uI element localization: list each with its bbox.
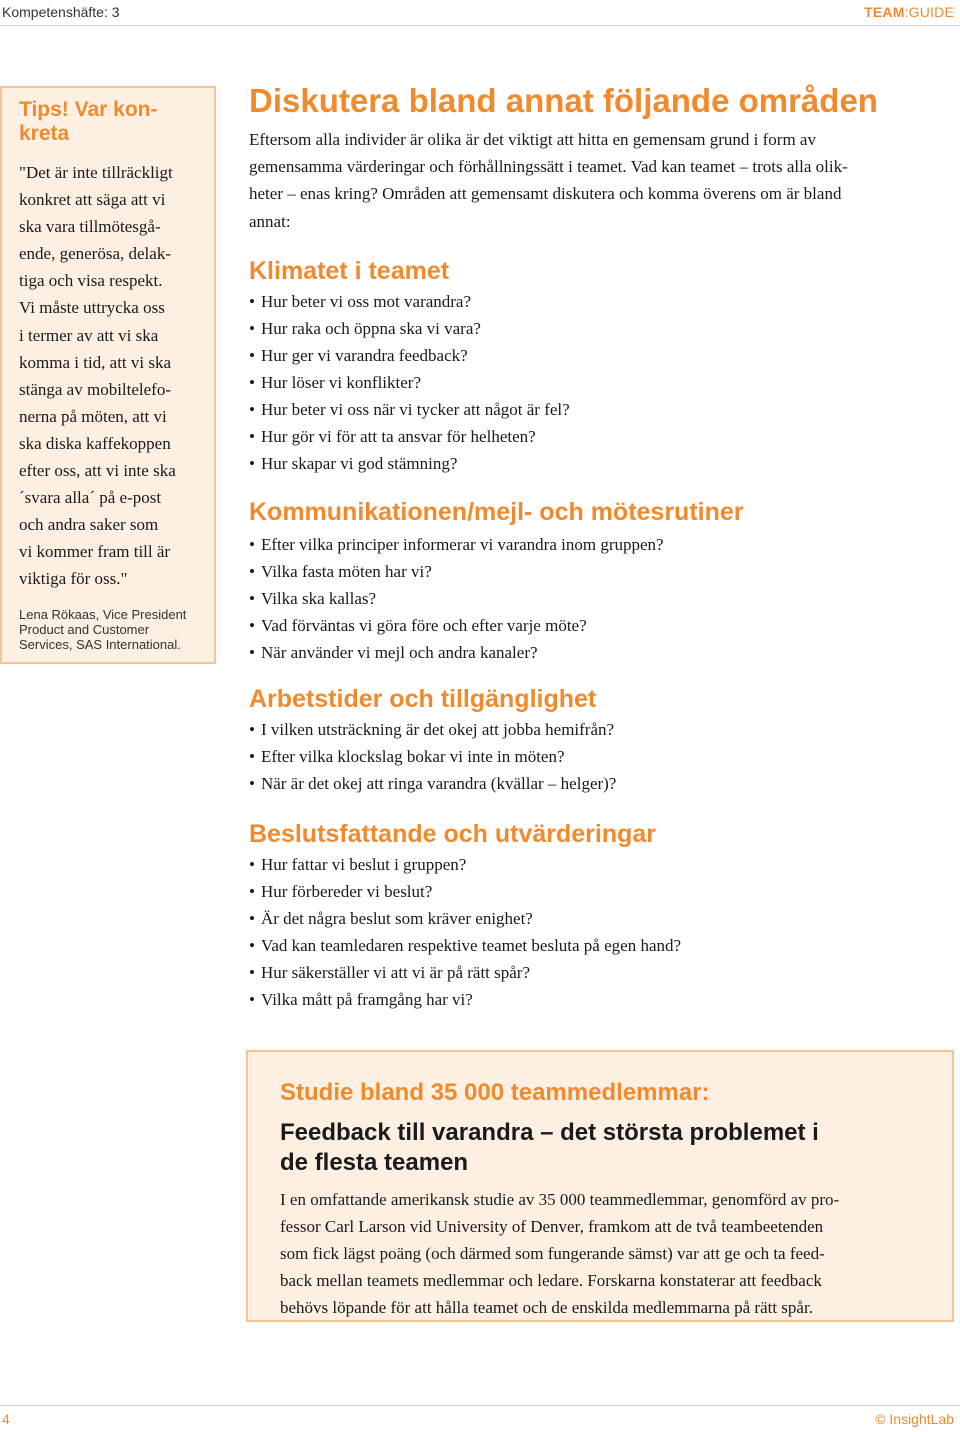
list-item: • Hur löser vi konflikter? xyxy=(249,369,955,396)
list-item: • När använder vi mejl och andra kanaler? xyxy=(249,639,955,666)
study-subtitle-line: de flesta teamen xyxy=(280,1149,469,1176)
section-heading: Beslutsfattande och utvärderingar xyxy=(249,819,657,848)
list-item: • Hur skapar vi god stämning? xyxy=(249,450,955,477)
list-item: • Hur gör vi för att ta ansvar för helheten? xyxy=(249,423,955,450)
study-body-line: behövs löpande för att hålla teamet och de enskilda medlemmarna på rätt spår. xyxy=(280,1298,813,1317)
quote-line: viktiga för oss." xyxy=(19,569,128,589)
quote-line: "Det är inte tillräckligt xyxy=(19,163,173,182)
section-heading: Klimatet i teamet xyxy=(249,256,450,285)
list-item: • Vad förväntas vi göra före och efter varje möte? xyxy=(249,612,955,639)
quote-line: komma i tid, att vi ska xyxy=(19,352,172,372)
footer-divider xyxy=(0,1405,960,1406)
quote-line: ska diska kaffekoppen xyxy=(19,433,171,453)
list-item: • När är det okej att ringa varandra (kvällar – helger)? xyxy=(249,770,955,797)
quote-line: efter oss, att vi inte ska xyxy=(19,461,176,481)
quote-line: ende, generösa, delak- xyxy=(19,244,171,264)
quote-author xyxy=(19,607,202,652)
tips-box xyxy=(0,86,216,664)
quote-line: tiga och visa respekt. xyxy=(19,271,163,291)
quote-line: stänga av mobiltelefo- xyxy=(19,379,172,399)
study-body-line: fessor Carl Larson vid University of Denver, framkom att de två teambeetenden xyxy=(280,1217,824,1236)
section-arbetstider xyxy=(249,684,955,797)
list-item: • Hur beter vi oss mot varandra? xyxy=(249,288,955,315)
list-item: • Vad kan teamledaren respektive teamet besluta på egen hand? xyxy=(249,932,955,959)
section-list xyxy=(249,531,955,666)
author-line: Lena Rökaas, Vice President xyxy=(19,606,187,622)
quote-line: ´svara alla´ på e-post xyxy=(19,488,162,508)
study-body-line: back mellan teamets medlemmar och ledare. Forskarna konstaterar att feedback xyxy=(280,1271,822,1290)
list-item: • Hur fattar vi beslut i gruppen? xyxy=(249,851,955,878)
header-section-label: Kompetenshäfte: 3 xyxy=(2,4,120,20)
quote-line: Vi måste uttrycka oss xyxy=(19,298,165,318)
study-body xyxy=(280,1186,932,1321)
author-line: Product and Customer xyxy=(19,621,150,637)
header-brand-rest: :GUIDE xyxy=(904,4,954,20)
study-body-line: I en omfattande amerikansk studie av 35 000 teammedlemmar, genomförd av pro- xyxy=(280,1190,840,1209)
list-item: • Vilka mått på framgång har vi? xyxy=(249,986,955,1013)
list-item: • Efter vilka principer informerar vi varandra inom gruppen? xyxy=(249,531,955,558)
section-heading: Arbetstider och tillgänglighet xyxy=(249,684,597,713)
list-item: • Hur beter vi oss när vi tycker att något är fel? xyxy=(249,396,955,423)
list-item: • Vilka fasta möten har vi? xyxy=(249,558,955,585)
section-kommunikation xyxy=(249,497,955,666)
tips-title-line: kreta xyxy=(19,122,70,145)
section-list xyxy=(249,851,955,1013)
section-klimatet xyxy=(249,256,955,477)
quote-line: konkret att säga att vi xyxy=(19,190,166,210)
quote-line: nerna på möten, att vi xyxy=(19,406,167,426)
section-list xyxy=(249,288,955,477)
quote-line: ska vara tillmötesgå- xyxy=(19,217,161,237)
intro-line: annat: xyxy=(249,211,291,231)
intro-line: Eftersom alla individer är olika är det viktigt att hitta en gemensam grund i form av xyxy=(249,130,816,149)
quote-line: och andra saker som xyxy=(19,515,159,535)
section-beslutsfattande xyxy=(249,819,955,1013)
tips-title-line: Tips! Var kon- xyxy=(19,98,158,121)
list-item: • Hur säkerställer vi att vi är på rätt spår? xyxy=(249,959,955,986)
study-title: Studie bland 35 000 teammedlemmar: xyxy=(280,1079,710,1106)
list-item: • Vilka ska kallas? xyxy=(249,585,955,612)
intro-line: heter – enas kring? Områden att gemensamt diskutera och komma överens om är bland xyxy=(249,184,842,204)
list-item: • Efter vilka klockslag bokar vi inte in möten? xyxy=(249,743,955,770)
intro-paragraph xyxy=(249,126,955,235)
list-item: • Hur raka och öppna ska vi vara? xyxy=(249,315,955,342)
intro-line: gemensamma värderingar och förhållningssätt i teamet. Vad kan teamet – trots alla olik- xyxy=(249,157,848,177)
list-item: • Är det några beslut som kräver enighet? xyxy=(249,905,955,932)
study-body-line: som fick lägst poäng (och därmed som fungerande sämst) var att ge och ta feed- xyxy=(280,1244,825,1263)
list-item: • Hur ger vi varandra feedback? xyxy=(249,342,955,369)
list-item: • Hur förbereder vi beslut? xyxy=(249,878,955,905)
section-heading: Kommunikationen/mejl- och mötesrutiner xyxy=(249,497,744,526)
header-divider xyxy=(0,25,960,26)
study-subtitle xyxy=(280,1118,932,1178)
header-brand-bold: TEAM xyxy=(864,4,905,20)
quote-line: vi kommer fram till är xyxy=(19,542,171,562)
tips-title xyxy=(19,98,202,146)
study-subtitle-line: Feedback till varandra – det största problemet i xyxy=(280,1119,819,1146)
page-title: Diskutera bland annat följande områden xyxy=(249,82,878,119)
list-item: • I vilken utsträckning är det okej att jobba hemifrån? xyxy=(249,716,955,743)
section-list xyxy=(249,716,955,797)
study-box xyxy=(246,1050,954,1322)
main-content xyxy=(249,82,955,1013)
header-brand xyxy=(864,4,954,20)
quote-line: i termer av att vi ska xyxy=(19,325,159,345)
copyright: © InsightLab xyxy=(875,1411,954,1427)
author-line: Services, SAS International. xyxy=(19,636,181,652)
page-number: 4 xyxy=(2,1411,10,1427)
tips-quote xyxy=(19,159,202,593)
